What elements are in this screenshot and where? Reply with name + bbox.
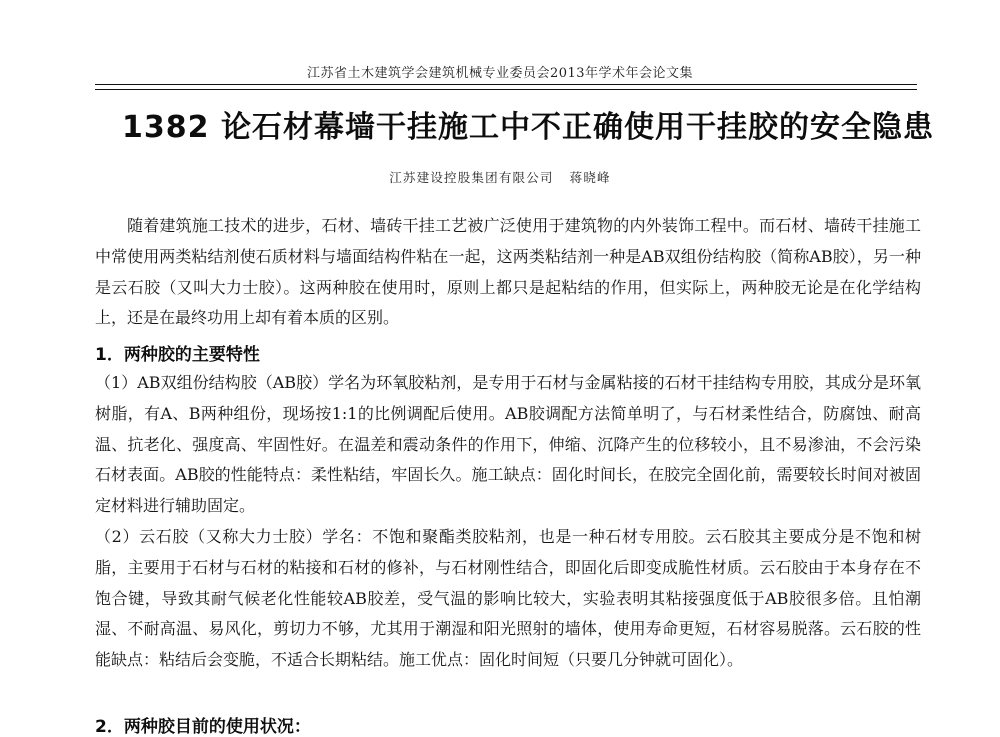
section-heading-2: 2．两种胶目前的使用状况： — [95, 717, 311, 737]
paper-title: 1382 论石材幕墙干挂施工中不正确使用干挂胶的安全隐患 — [122, 110, 934, 145]
section-heading-1: 1．两种胶的主要特性 — [95, 345, 260, 365]
author-name: 蒋晓峰 — [569, 170, 611, 185]
intro-paragraph: 随着建筑施工技术的进步，石材、墙砖干挂工艺被广泛使用于建筑物的内外装饰工程中。而石材、墙砖干挂施工中常使用两类粘结剂使石质材料与墙面结构件粘在一起，这两类粘结剂一种是AB双组份结构胶（简称AB胶），另一种是云石胶（又叫大力士胶）。这两种胶在使用时，原则上都只是起粘结的作用，但实际上，两种胶无论是在化学结构上，还是在最终功用上却有着本质的区别。 — [95, 216, 921, 328]
author-affiliation: 江苏建设控股集团有限公司 — [389, 170, 554, 185]
running-header: 江苏省土木建筑学会建筑机械专业委员会2013年学术年会论文集 — [306, 66, 694, 81]
yunshi-glue-paragraph: （2）云石胶（又称大力士胶）学名：不饱和聚酯类胶粘剂，也是一种石材专用胶。云石胶其主要成分是不饱和树脂，主要用于石材与石材的粘接和石材的修补，与石材刚性结合，即固化后即变成脆性材质。云石胶由于本身存在不饱合键，导致其耐气候老化性能较AB胶差，受气温的影响比较大，实验表明其粘接强度低于AB胶很多倍。且怕潮湿、不耐高温、易风化，剪切力不够，尤其用于潮湿和阳光照射的墙体，使用寿命更短，石材容易脱落。云石胶的性能缺点：粘结后会变脆，不适合长期粘结。施工优点：固化时间短（只要几分钟就可固化）。 — [95, 527, 921, 670]
header-rule-thin — [95, 89, 917, 90]
header-rule-thick — [95, 84, 917, 85]
ab-glue-paragraph: （1）AB双组份结构胶（AB胶）学名为环氧胶粘剂，是专用于石材与金属粘接的石材干挂结构专用胶，其成分是环氧树脂，有A、B两种组份，现场按1:1的比例调配后使用。AB胶调配方法简单明了，与石材柔性结合，防腐蚀、耐高温、抗老化、强度高、牢固性好。在温差和震动条件的作用下，伸缩、沉降产生的位移较小，且不易渗油，不会污染石材表面。AB胶的性能特点：柔性粘结，牢固长久。施工缺点：固化时间长，在胶完全固化前，需要较长时间对被固定材料进行辅助固定。 — [95, 373, 921, 516]
byline — [0, 168, 1000, 186]
